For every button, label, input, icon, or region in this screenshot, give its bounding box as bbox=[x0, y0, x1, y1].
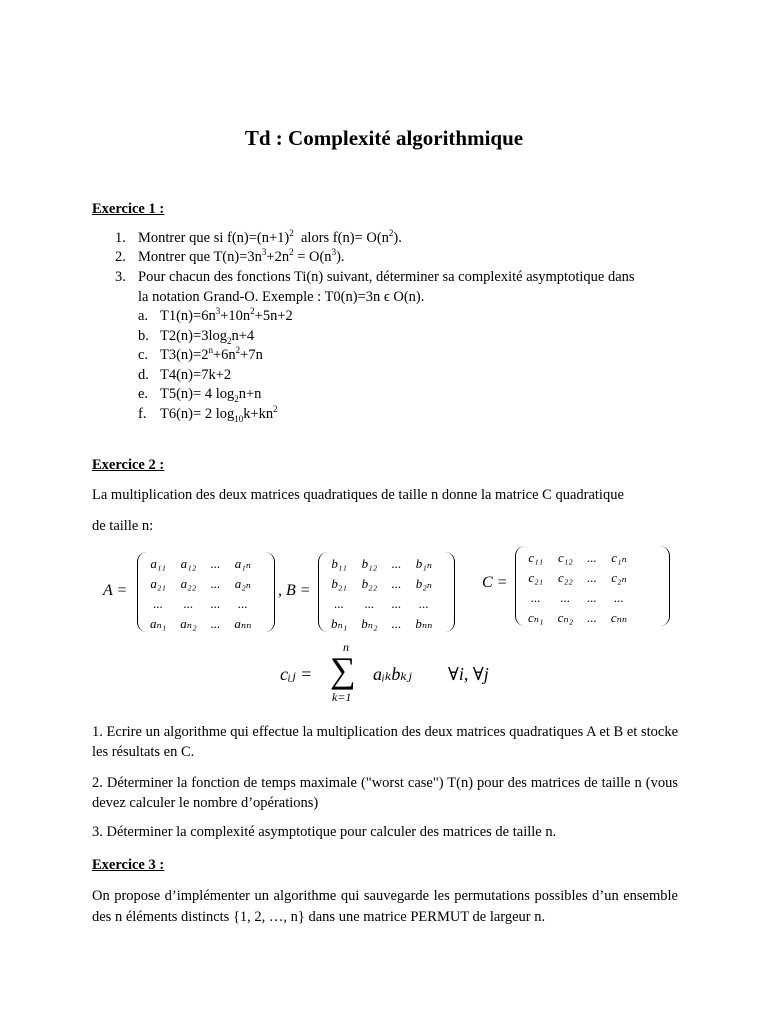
exercise-1-subitem: $T2(n)=3\log_2n+4$ bbox=[160, 327, 255, 346]
matrix-cell: ... bbox=[614, 590, 624, 605]
exercise-2-question-1: 1. Ecrire un algorithme qui effectue la multiplication des deux matrices quadratiques A et B et stocke les résultats en C. bbox=[92, 724, 678, 760]
matrix-cell: ... bbox=[530, 590, 541, 605]
exercise-1-subitem: T5(n)= 4 $\log_2n+n$ bbox=[160, 386, 262, 404]
matrix-cell: cₙₙ bbox=[610, 610, 628, 625]
matrix-cell: c₂₂ bbox=[557, 570, 573, 585]
matrix-cell: bₙₙ bbox=[415, 616, 433, 631]
matrix-cell: aₙₙ bbox=[234, 616, 252, 631]
matrix-cell: cₙ₂ bbox=[557, 610, 574, 625]
matrix-cell: c₁ₙ bbox=[611, 550, 627, 565]
matrix-cell: ... bbox=[153, 596, 164, 611]
matrix-row bbox=[521, 588, 634, 608]
matrix-cell: ... bbox=[364, 596, 375, 611]
exercise-3-heading: Exercice 3 : bbox=[92, 857, 165, 873]
matrix-cell: b₂₂ bbox=[361, 576, 378, 591]
exercise-1-subitem-letter: e. bbox=[138, 386, 149, 402]
matrix-cell: ... bbox=[391, 616, 402, 631]
exercise-1-item-number: 1. bbox=[115, 230, 126, 246]
matrix-cell: ... bbox=[587, 590, 597, 605]
matrix-cell: ... bbox=[210, 616, 221, 631]
exercise-1-subitem: T6(n)= 2 $\log_{10}k+kn^2$ bbox=[160, 403, 278, 424]
matrix-a bbox=[137, 552, 275, 632]
formula-lhs: cᵢⱼ = bbox=[280, 664, 313, 684]
matrix-c-label: C = bbox=[482, 574, 508, 591]
matrix-cell: c₂ₙ bbox=[611, 570, 627, 585]
matrix-cell: ... bbox=[183, 596, 194, 611]
matrix-cell: ... bbox=[418, 596, 429, 611]
matrix-b-label: , B = bbox=[278, 582, 311, 599]
exercise-1-item: Pour chacun des fonctions Ti(n) suivant, déterminer sa complexité asymptotique dans bbox=[138, 269, 635, 285]
matrix-cell: b₁₁ bbox=[331, 556, 347, 571]
exercise-3-text: On propose d’implémenter un algorithme qui sauvegarde les permutations possibles d’un ensemble des n éléments distincts {1, 2, …, n} dans une matrice PERMUT de largeur n. bbox=[92, 888, 678, 925]
matrix-cell: ... bbox=[391, 556, 402, 571]
exercise-1-subitem-letter: d. bbox=[138, 366, 149, 383]
matrix-row bbox=[143, 574, 258, 594]
exercise-1-subitem-letter: a. bbox=[138, 308, 149, 324]
matrix-cell: ... bbox=[210, 596, 221, 611]
exercise-1-subitem-letter: b. bbox=[138, 327, 149, 344]
matrix-cell: ... bbox=[237, 596, 248, 611]
matrix-row bbox=[324, 594, 439, 614]
matrix-cell: ... bbox=[560, 590, 571, 605]
matrix-cell: ... bbox=[210, 556, 221, 571]
matrix-cell: a₂₂ bbox=[180, 576, 197, 591]
exercise-2-question-2: 2. Déterminer la fonction de temps maximale ("worst case") T(n) pour des matrices de taille n (vous devez calculer le nombre d’opérations) bbox=[92, 775, 678, 811]
exercise-1-subitem-letter: c. bbox=[138, 347, 149, 363]
matrix-cell: c₁₁ bbox=[528, 550, 544, 565]
exercise-1-item: Montrer que si $f(n)=(n+1)^2$ alors $f(n)= O(n^2)$. bbox=[138, 228, 402, 246]
matrix-row bbox=[143, 594, 258, 614]
matrix-cell: c₁₂ bbox=[557, 550, 573, 565]
exercise-1-item-number: 3. bbox=[115, 269, 126, 285]
exercise-1-subitem: T4(n)=7k+2 bbox=[160, 366, 232, 383]
matrix-row bbox=[143, 614, 258, 634]
matrix-cell: bₙ₁ bbox=[331, 616, 348, 631]
matrix-cell: ... bbox=[210, 576, 221, 591]
exercise-2-heading: Exercice 2 : bbox=[92, 457, 165, 473]
matrix-cell: a₁ₙ bbox=[234, 556, 252, 571]
matrix-cell: c₂₁ bbox=[528, 570, 544, 585]
exercise-1-item-number: 2. bbox=[115, 249, 126, 265]
matrix-row bbox=[521, 608, 634, 628]
sum-upper-bound: n bbox=[343, 640, 349, 654]
matrix-row bbox=[143, 554, 258, 574]
exercise-2-question-3: 3. Déterminer la complexité asymptotique pour calculer des matrices de taille n. bbox=[92, 824, 557, 840]
matrix-cell: a₂ₙ bbox=[234, 576, 252, 591]
matrix-row bbox=[521, 548, 634, 568]
exercise-1-heading: Exercice 1 : bbox=[92, 201, 165, 217]
exercise-1-item: la notation Grand-O. Exemple : T0(n)=3n ϵ O(n). bbox=[138, 289, 425, 305]
summation-formula bbox=[280, 640, 520, 710]
sum-symbol: ∑ bbox=[330, 650, 356, 690]
formula-body: aᵢₖbₖⱼ bbox=[373, 664, 412, 684]
matrix-cell: ... bbox=[391, 576, 402, 591]
matrix-cell: a₂₁ bbox=[150, 576, 166, 591]
matrix-row bbox=[521, 568, 634, 588]
matrix-cell: b₁₂ bbox=[361, 556, 378, 571]
matrix-cell: ... bbox=[587, 610, 597, 625]
matrix-cell: a₁₂ bbox=[180, 556, 197, 571]
page-title: Td : Complexité algorithmique bbox=[244, 126, 524, 150]
formula-quantifier: ∀i, ∀j bbox=[448, 664, 489, 684]
matrix-b bbox=[318, 552, 455, 632]
matrix-cell: ... bbox=[334, 596, 345, 611]
matrix-row bbox=[324, 574, 439, 594]
matrix-cell: ... bbox=[587, 550, 597, 565]
matrix-cell: bₙ₂ bbox=[361, 616, 378, 631]
exercise-1-item: Montrer que $T(n)=3n^3+2n^2 = O(n^3)$. bbox=[138, 247, 345, 265]
sum-lower-bound: k=1 bbox=[332, 690, 352, 704]
matrix-cell: ... bbox=[391, 596, 402, 611]
exercise-1-subitem-letter: f. bbox=[138, 405, 147, 422]
matrix-cell: cₙ₁ bbox=[528, 610, 544, 625]
matrix-cell: b₁ₙ bbox=[415, 556, 433, 571]
matrix-cell: b₂ₙ bbox=[415, 576, 433, 591]
matrix-c bbox=[515, 546, 670, 626]
exercise-2-intro-line-2: de taille n: bbox=[92, 518, 154, 534]
matrix-row bbox=[324, 614, 439, 634]
exercise-1-subitem: $T3(n)=2^n+6n^2+7n$ bbox=[160, 345, 263, 363]
exercise-1-subitem: $T1(n)=6n^3+10n^2+5n+2$ bbox=[160, 306, 293, 324]
matrix-cell: a₁₁ bbox=[150, 556, 166, 571]
matrix-row bbox=[324, 554, 439, 574]
matrix-cell: ... bbox=[587, 570, 597, 585]
matrix-cell: aₙ₂ bbox=[180, 616, 197, 631]
matrix-cell: aₙ₁ bbox=[150, 616, 167, 631]
matrix-a-label: A = bbox=[103, 582, 128, 599]
exercise-2-intro-line-1: La multiplication des deux matrices quadratiques de taille n donne la matrice C quadratique bbox=[92, 487, 624, 503]
matrix-cell: b₂₁ bbox=[331, 576, 347, 591]
